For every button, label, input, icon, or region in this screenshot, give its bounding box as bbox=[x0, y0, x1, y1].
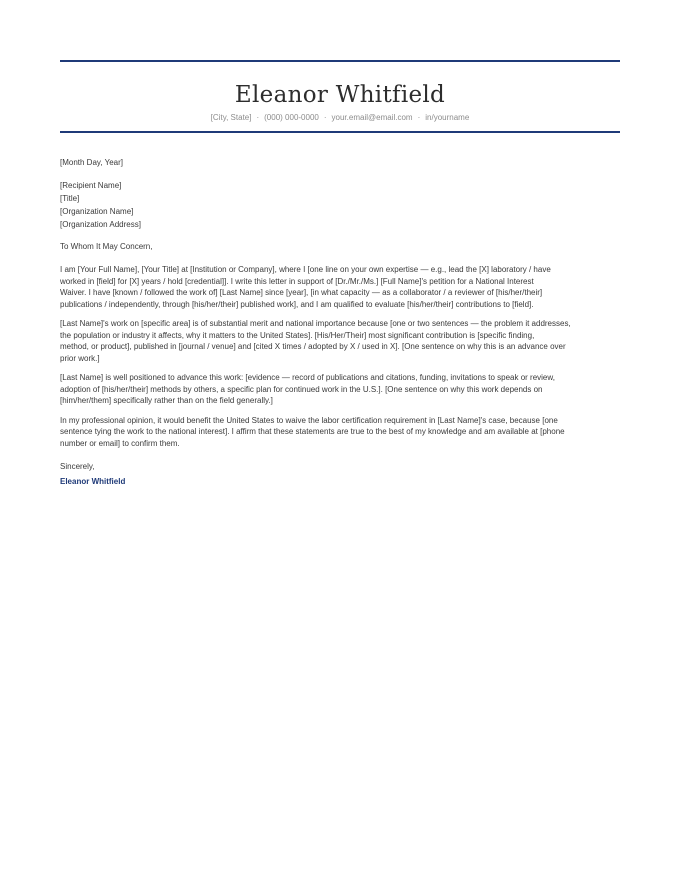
paragraph-line: I am [Your Full Name], [Your Title] at [Institution or Company], where I [one line on your own expertise — e.g., lead the [X] laboratory / have bbox=[60, 265, 551, 274]
contact-separator: · bbox=[323, 113, 327, 122]
paragraph-line: method, or product], published in [journal / venue] and [cited X times / adopted by X / used in X]. [One sentence on why this is an advance over bbox=[60, 342, 566, 351]
body-paragraph-2 bbox=[60, 318, 620, 364]
recipient-block bbox=[60, 179, 620, 231]
recipient-address: [Organization Address] bbox=[60, 219, 141, 229]
letter-body bbox=[60, 157, 620, 487]
sender-name: Eleanor Whitfield bbox=[234, 82, 446, 108]
body-paragraph-3 bbox=[60, 372, 620, 407]
paragraph-line: [Last Name] is well positioned to advance this work: [evidence — record of publications and citations, funding, invitations to speak or review, bbox=[60, 373, 555, 382]
recipient-organization: [Organization Name] bbox=[60, 206, 134, 216]
paragraph-line: adoption of [his/her/their] methods by others, a specific plan for continued work in the U.S.]. [One sentence on why this work depends on bbox=[60, 384, 543, 394]
recipient-title: [Title] bbox=[60, 193, 80, 203]
paragraph-line: publications / independently, through [his/her/their] published work], and I am qualified to evaluate [his/her/their] contributions to [field]. bbox=[60, 299, 534, 309]
paragraph-line: the population or industry it affects, why it matters to the United States]. [His/Her/Their] most significant contribution is [specific finding, bbox=[60, 330, 535, 340]
paragraph-line: prior work.] bbox=[60, 353, 100, 363]
signature-name: Eleanor Whitfield bbox=[60, 476, 126, 486]
contact-line bbox=[60, 112, 620, 124]
contact-separator: · bbox=[256, 113, 260, 122]
contact-linkedin[interactable]: in/yourname bbox=[425, 113, 470, 122]
paragraph-line: worked in [field] for [X] years / hold [credential]]. I write this letter in support of [Dr./Mr./Ms.] [Full Name]'s petition for a National Interest bbox=[60, 276, 534, 286]
paragraph-line: sentence tying the work to the national interest]. I affirm that these statements are true to the best of my knowledge and am available at [phone bbox=[60, 427, 565, 436]
contact-location: [City, State] bbox=[210, 113, 252, 122]
body-paragraph-4 bbox=[60, 415, 620, 450]
paragraph-line: Waiver. I have [known / followed the work of] [Last Name] since [year], [in what capacity — as a collaborator / a reviewer of [his/her/their] bbox=[60, 288, 543, 297]
letter-date: [Month Day, Year] bbox=[60, 158, 123, 167]
paragraph-line: In my professional opinion, it would benefit the United States to waive the labor certification requirement in [Last Name]'s case, because [one bbox=[60, 415, 558, 425]
contact-separator: · bbox=[417, 113, 421, 122]
body-paragraph-1 bbox=[60, 264, 620, 310]
closing: Sincerely, bbox=[60, 462, 95, 471]
paragraph-line: number or email] to confirm them. bbox=[60, 438, 180, 448]
paragraph-line: [him/her/them] specifically rather than on the field generally.] bbox=[60, 396, 273, 405]
contact-email[interactable]: your.email@email.com bbox=[331, 113, 413, 122]
header-top-rule bbox=[60, 60, 620, 62]
recipient-name: [Recipient Name] bbox=[60, 180, 122, 190]
contact-phone: (000) 000-0000 bbox=[264, 113, 319, 122]
salutation: To Whom It May Concern, bbox=[60, 241, 153, 251]
paragraph-line: [Last Name]'s work on [specific area] is of substantial merit and national importance because [one or two sentences — the problem it addresses, bbox=[60, 319, 571, 328]
header-bottom-rule bbox=[60, 131, 620, 133]
